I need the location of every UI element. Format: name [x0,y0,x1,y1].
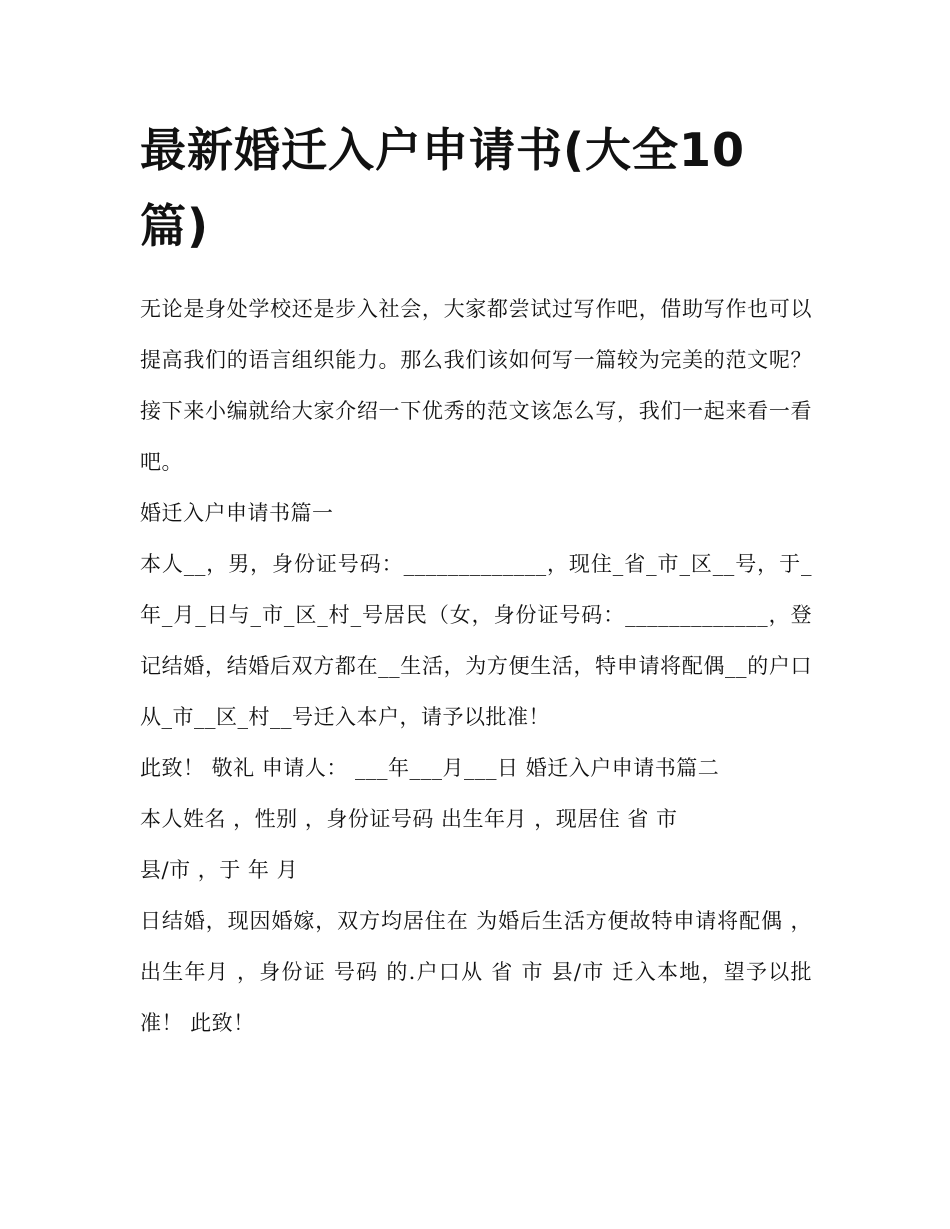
body-paragraph-2: 本人姓名 ，性别 ，身份证号码 出生年月 ，现居住 省 市 [140,807,678,831]
body-paragraph-4: 日结婚，现因婚嫁，双方均居住在 为婚后生活方便故特申请将配偶 ，出生年月 ，身份证 号码 的.户口从 省 市 县/市 迁入本地，望予以批准！ 此致！ [140,909,812,1035]
body-paragraph-1: 本人__，男，身份证号码：_____________，现住_省_市_区__号，于_年_月_日与_市_区_村_号居民（女，身份证号码：_____________，登记结婚，结婚后双方都在__生活，为方便生活，特申请将配偶__的户口从_市__区_村__号迁入本户，请予以批准！ [140,552,812,729]
document-title: 最新婚迁入户申请书(大全10篇) [140,123,746,253]
intro-paragraph: 无论是身处学校还是步入社会，大家都尝试过写作吧，借助写作也可以提高我们的语言组织能力。那么我们该如何写一篇较为完美的范文呢？接下来小编就给大家介绍一下优秀的范文该怎么写，我们一起来看一看吧。 [140,297,812,474]
document-page [140,112,812,1049]
section-heading-1: 婚迁入户申请书篇一 [140,501,334,525]
body-paragraph-3: 县/市 ，于 年 月 [140,858,299,882]
closing-and-section-heading-2: 此致！ 敬礼 申请人： ___年___月___日 婚迁入户申请书篇二 [140,756,720,780]
